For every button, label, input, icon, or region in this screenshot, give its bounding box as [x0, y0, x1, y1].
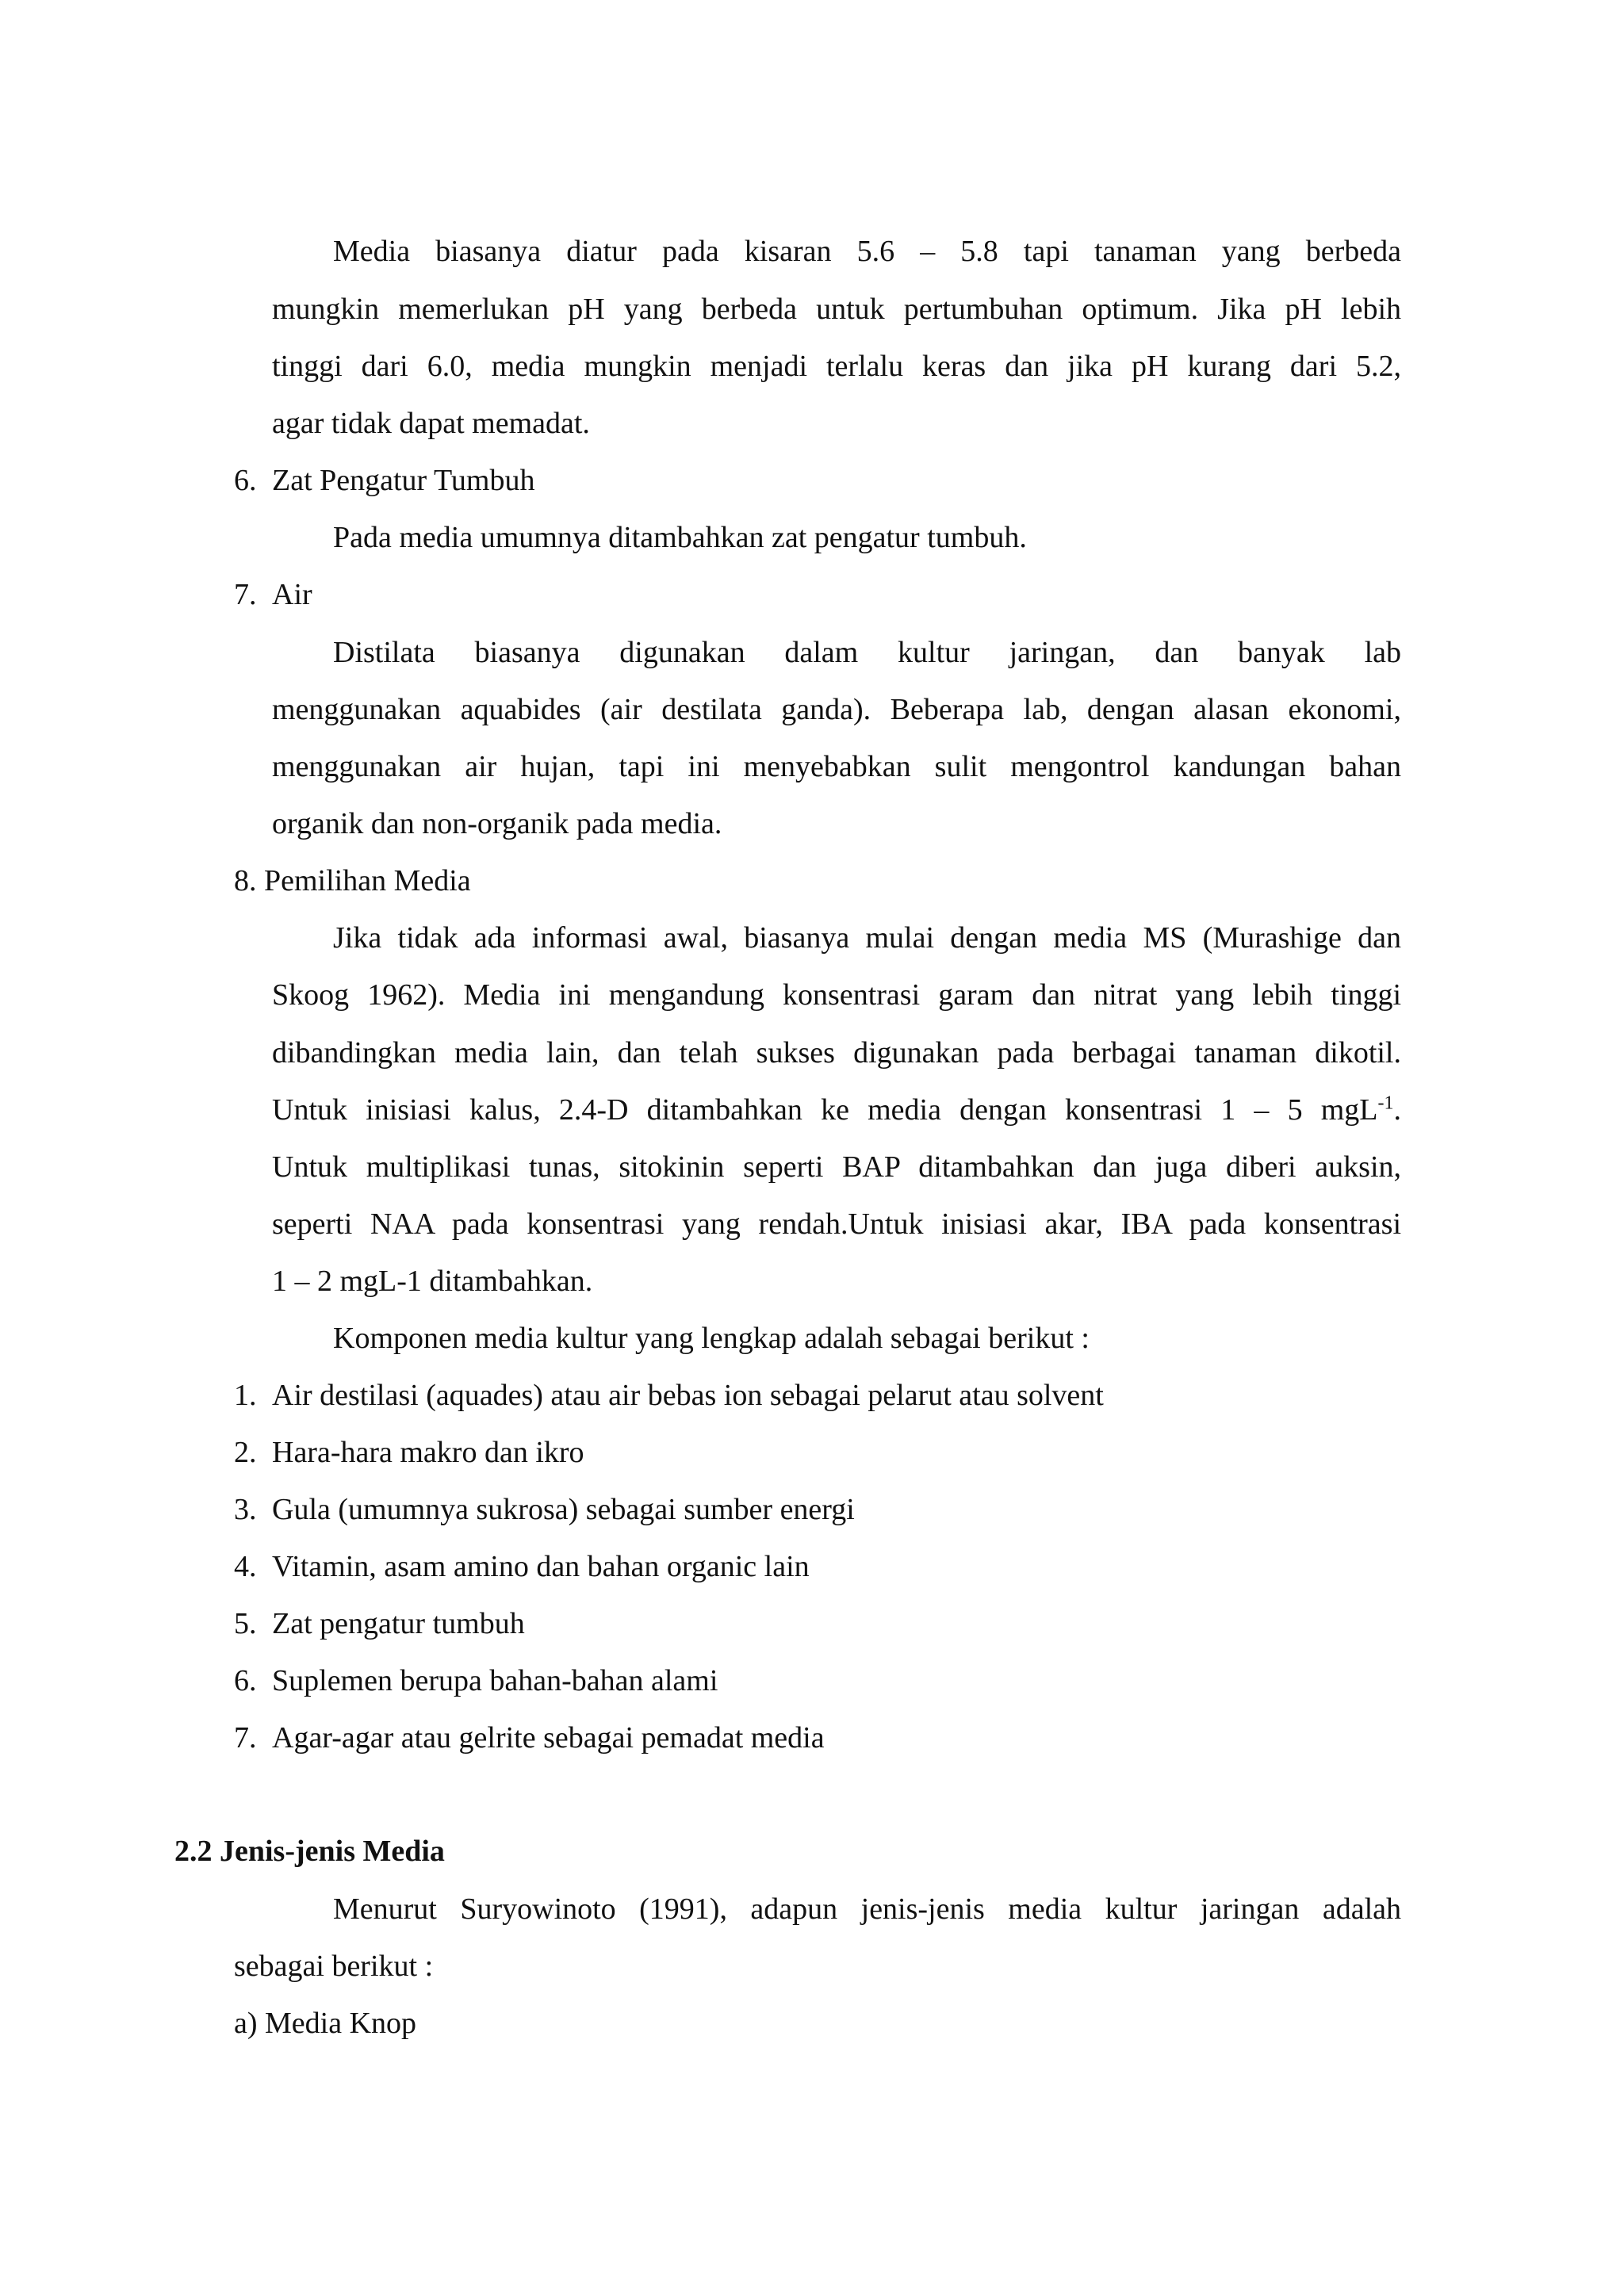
komponen-item-2: Hara-hara makro dan ikro — [272, 1436, 584, 1469]
komponen-item-4: Vitamin, asam amino dan bahan organic lain — [272, 1550, 810, 1583]
item-7-number: 7. — [234, 578, 257, 611]
komponen-item-1: Air destilasi (aquades) atau air bebas ion sebagai pelarut atau solvent — [272, 1379, 1104, 1412]
item-8-line-4-text: Untuk inisiasi kalus, 2.4-D ditambahkan ke media dengan konsentrasi 1 – 5 mgL — [272, 1093, 1378, 1127]
komponen-item-2-number: 2. — [234, 1436, 257, 1469]
section-2-2-line-1: Menurut Suryowinoto (1991), adapun jenis-jenis media kultur jaringan adalah — [333, 1892, 1401, 1926]
item-7-title: Air — [272, 578, 312, 611]
item-7-line-1: Distilata biasanya digunakan dalam kultur jaringan, dan banyak lab — [333, 636, 1401, 669]
item-8-line-4 — [272, 1090, 1401, 1130]
komponen-item-7-number: 7. — [234, 1721, 257, 1755]
item-6-title: Zat Pengatur Tumbuh — [272, 464, 535, 497]
komponen-item-7: Agar-agar atau gelrite sebagai pemadat media — [272, 1721, 825, 1755]
item-7-line-4: organik dan non-organik pada media. — [272, 807, 722, 840]
item-8-line-5: Untuk multiplikasi tunas, sitokinin seperti BAP ditambahkan dan juga diberi auksin, — [272, 1150, 1401, 1184]
komponen-item-5-number: 5. — [234, 1607, 257, 1640]
komponen-item-5: Zat pengatur tumbuh — [272, 1607, 525, 1640]
komponen-item-1-number: 1. — [234, 1379, 257, 1412]
item-7-line-2: menggunakan aquabides (air destilata ganda). Beberapa lab, dengan alasan ekonomi, — [272, 693, 1401, 726]
ph-paragraph-line-4: agar tidak dapat memadat. — [272, 407, 590, 440]
item-8-line-1: Jika tidak ada informasi awal, biasanya mulai dengan media MS (Murashige dan — [333, 921, 1401, 955]
ph-paragraph-line-3: tinggi dari 6.0, media mungkin menjadi terlalu keras dan jika pH kurang dari 5.2, — [272, 350, 1401, 383]
item-8-line-7: 1 – 2 mgL-1 ditambahkan. — [272, 1265, 593, 1298]
komponen-intro: Komponen media kultur yang lengkap adalah sebagai berikut : — [333, 1322, 1090, 1355]
section-2-2-line-2: sebagai berikut : — [234, 1950, 434, 1983]
komponen-item-4-number: 4. — [234, 1550, 257, 1583]
section-2-2-item-a: a) Media Knop — [234, 2007, 417, 2040]
item-7-line-3: menggunakan air hujan, tapi ini menyebabkan sulit mengontrol kandungan bahan — [272, 750, 1401, 783]
item-6-text: Pada media umumnya ditambahkan zat pengatur tumbuh. — [333, 521, 1027, 554]
komponen-item-3: Gula (umumnya sukrosa) sebagai sumber energi — [272, 1493, 855, 1526]
item-8-line-3: dibandingkan media lain, dan telah sukses digunakan pada berbagai tanaman dikotil. — [272, 1036, 1401, 1070]
item-8-line-4-end: . — [1393, 1093, 1401, 1127]
item-8-line-6: seperti NAA pada konsentrasi yang rendah.Untuk inisiasi akar, IBA pada konsentrasi — [272, 1207, 1401, 1241]
komponen-item-6-number: 6. — [234, 1664, 257, 1697]
item-6-number: 6. — [234, 464, 257, 497]
ph-paragraph-line-1: Media biasanya diatur pada kisaran 5.6 – 5.8 tapi tanaman yang berbeda — [333, 235, 1401, 268]
item-8-line-2: Skoog 1962). Media ini mengandung konsentrasi garam dan nitrat yang lebih tinggi — [272, 978, 1401, 1012]
item-8-heading: 8. Pemilihan Media — [234, 864, 471, 897]
komponen-item-6: Suplemen berupa bahan-bahan alami — [272, 1664, 718, 1697]
section-2-2-heading: 2.2 Jenis-jenis Media — [174, 1835, 445, 1868]
ph-paragraph-line-2: mungkin memerlukan pH yang berbeda untuk pertumbuhan optimum. Jika pH lebih — [272, 293, 1401, 326]
item-8-superscript: -1 — [1377, 1093, 1394, 1114]
komponen-item-3-number: 3. — [234, 1493, 257, 1526]
